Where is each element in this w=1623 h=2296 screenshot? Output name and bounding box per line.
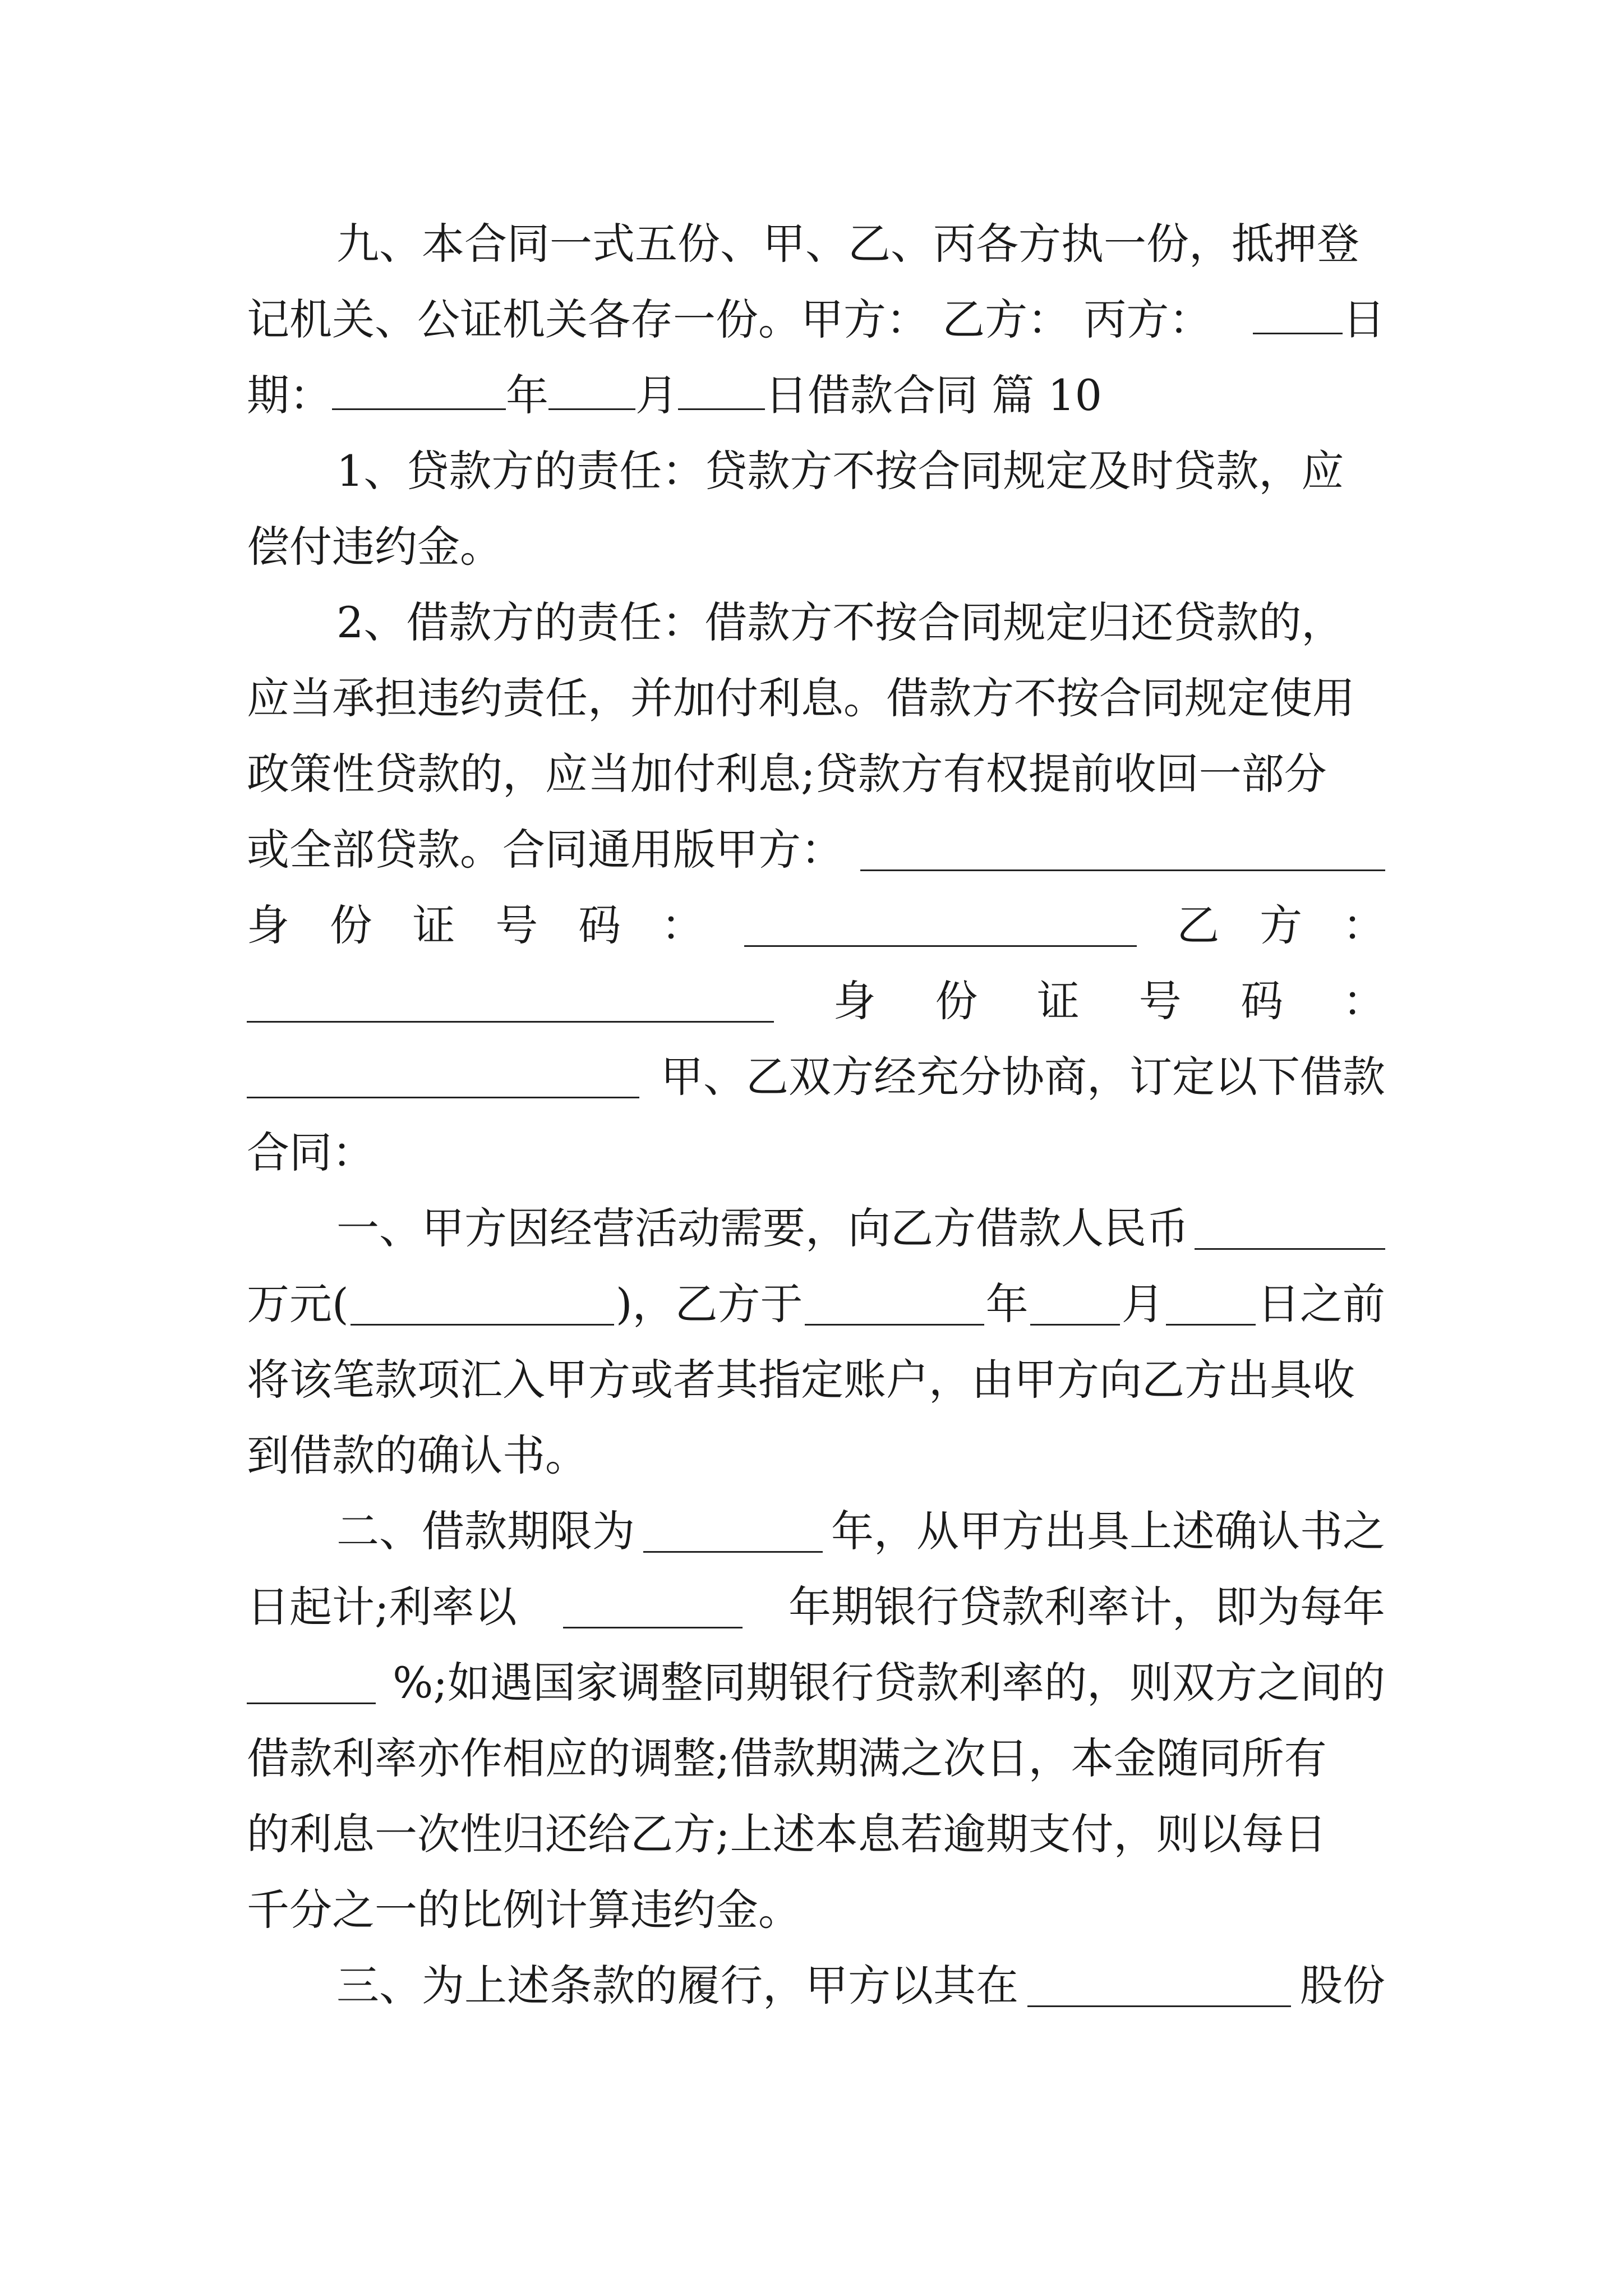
paragraph-text: 偿付违约金。 xyxy=(247,522,502,572)
paragraph-text: 政策性贷款的，应当加付利息;贷款方有权提前收回一部分 xyxy=(247,749,1327,799)
blank-field[interactable] xyxy=(1166,1283,1256,1325)
text-line xyxy=(247,516,1385,578)
text-line xyxy=(336,440,1385,502)
text-line xyxy=(247,1425,1385,1487)
blank-field[interactable] xyxy=(247,980,774,1022)
text-line xyxy=(336,213,1385,275)
text-line: 期： 年 月 日借款合同 篇 10 xyxy=(247,365,1385,426)
paragraph-text: 到借款的确认书。 xyxy=(247,1430,588,1480)
blank-field[interactable] xyxy=(563,1586,743,1628)
blank-field[interactable] xyxy=(1030,1283,1120,1325)
blank-field[interactable] xyxy=(1195,1207,1385,1249)
paragraph-text: 合同： xyxy=(247,1128,375,1177)
text-line xyxy=(247,1728,1385,1789)
text-line xyxy=(247,743,1385,805)
paragraph-text: 应当承担违约责任，并加付利息。借款方不按合同规定使用 xyxy=(247,673,1355,723)
text-line: 二、借款期限为 年，从甲方出具上述确认书之 xyxy=(336,1506,1385,1556)
paragraph-text: 或全部贷款。合同通用版甲方： xyxy=(247,825,843,875)
paragraph-text: 一、甲方因经营活动需要，向乙方借款人民币 xyxy=(336,1203,1189,1253)
blank-field[interactable] xyxy=(805,1283,984,1325)
text-line: 身 份 证 号 码 ： 乙 方 ： xyxy=(247,900,1385,950)
blank-field[interactable] xyxy=(1027,1964,1291,2007)
paragraph-text: 1、贷款方的责任：贷款方不按合同规定及时贷款，应 xyxy=(336,446,1344,496)
blank-field[interactable] xyxy=(332,368,506,410)
text-line: %;如遇国家调整同期银行贷款利率的，则双方之间的 xyxy=(247,1652,1385,1714)
paragraph-text: 千分之一的比例计算违约金。 xyxy=(247,1885,801,1935)
text-line xyxy=(247,1046,1385,1108)
text-line: 记机关、公证机关各存一份。甲方： 乙方： 丙方： 日 xyxy=(247,289,1385,351)
text-line: 日起计;利率以 年期银行贷款利率计，即为每年 xyxy=(247,1582,1385,1632)
text-line xyxy=(336,1198,1385,1259)
paragraph-text: 的利息一次性归还给乙方;上述本息若逾期支付，则以每日 xyxy=(247,1809,1327,1859)
text-line xyxy=(247,1803,1385,1865)
blank-field[interactable] xyxy=(744,904,1137,946)
paragraph-text: 甲、乙双方经充分协商，订定以下借款 xyxy=(661,1052,1385,1102)
blank-field[interactable] xyxy=(678,368,765,410)
text-line xyxy=(247,1349,1385,1411)
blank-field[interactable] xyxy=(643,1510,823,1552)
blank-field[interactable] xyxy=(548,368,635,410)
text-line: 身 份 证 号 码 ： xyxy=(247,970,1385,1032)
blank-field[interactable] xyxy=(351,1283,614,1325)
paragraph-text: 借款利率亦作相应的调整;借款期满之次日，本金随同所有 xyxy=(247,1733,1327,1783)
text-line xyxy=(247,1122,1385,1184)
paragraph-text: 九、本合同一式五份、甲、乙、丙各方执一份，抵押登 xyxy=(336,219,1359,269)
blank-field[interactable] xyxy=(1253,292,1343,334)
paragraph-text: 2、借款方的责任：借款方不按合同规定归还贷款的， xyxy=(336,597,1344,647)
text-line xyxy=(247,668,1385,729)
text-line: 三、为上述条款的履行，甲方以其在 股份 xyxy=(336,1961,1385,2010)
blank-field[interactable] xyxy=(247,1662,376,1704)
paragraph-text: 记机关、公证机关各存一份。甲方： 乙方： 丙方： xyxy=(247,295,1212,344)
text-line: 万元( )，乙方于 年 月 日之前 xyxy=(247,1279,1385,1329)
text-line xyxy=(336,592,1385,654)
text-line xyxy=(247,1879,1385,1941)
paragraph-text: 将该笔款项汇入甲方或者其指定账户，由甲方向乙方出具收 xyxy=(247,1355,1355,1405)
blank-field[interactable] xyxy=(247,1056,639,1098)
text-line xyxy=(247,819,1385,881)
blank-field[interactable] xyxy=(860,829,1385,871)
